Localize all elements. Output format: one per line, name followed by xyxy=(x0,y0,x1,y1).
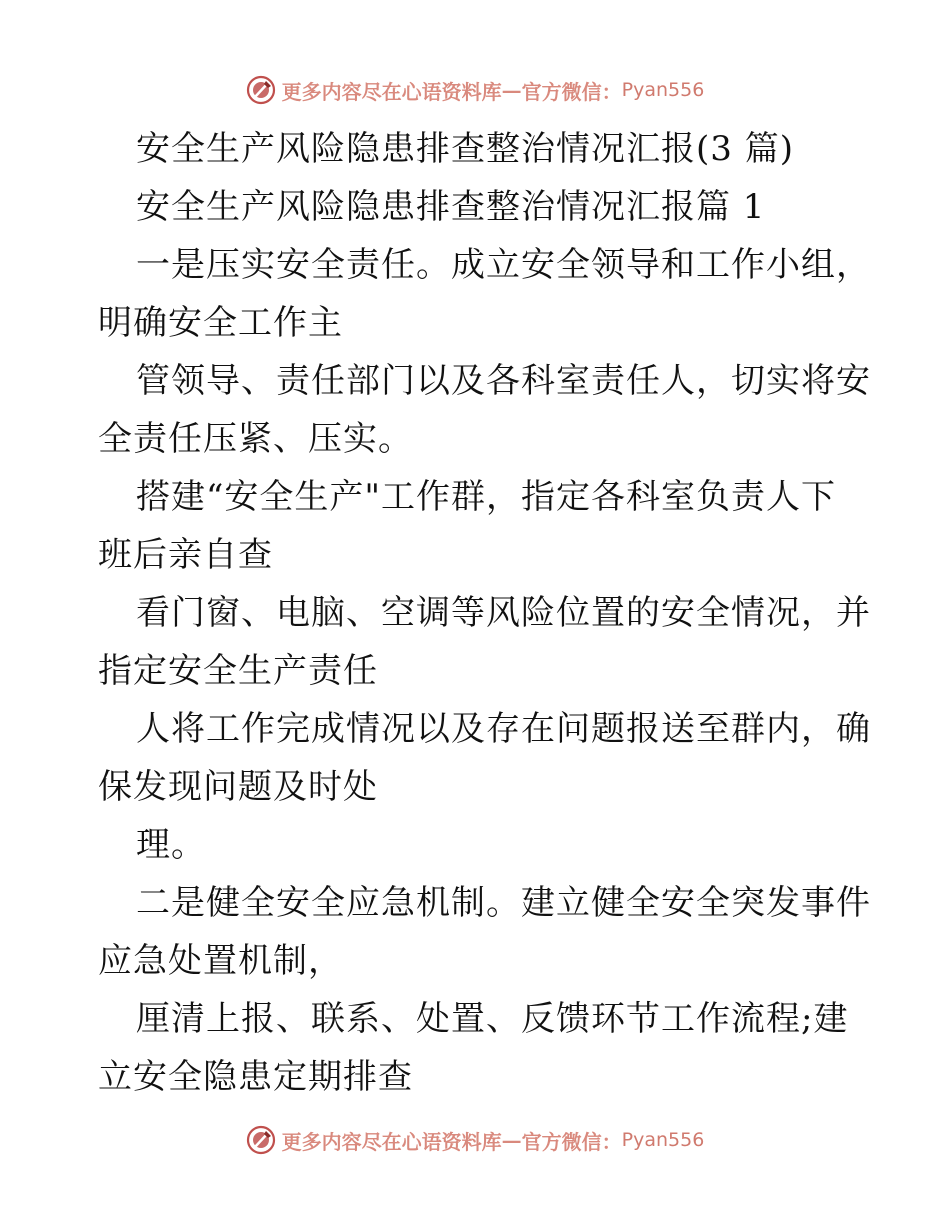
document-line: 理。 xyxy=(136,825,206,865)
document-line: 搭建“安全生产"工作群，指定各科室负责人下 xyxy=(136,477,837,517)
document-line: 管领导、责任部门以及各科室责任人，切实将安 xyxy=(136,361,871,401)
document-line: 二是健全安全应急机制。建立健全安全突发事件 xyxy=(136,883,871,923)
banner-site-text: 更多内容尽在心语资料库 xyxy=(281,1129,502,1154)
document-line: 一是压实安全责任。成立安全领导和工作小组， xyxy=(136,245,871,285)
document-line: 安全生产风险隐患排查整治情况汇报篇 1 xyxy=(136,187,766,227)
document-line: 保发现问题及时处 xyxy=(98,767,378,807)
banner-separator: — xyxy=(501,78,522,102)
document-line: 人将工作完成情况以及存在问题报送至群内，确 xyxy=(136,709,871,749)
document-line: 指定安全生产责任 xyxy=(98,651,378,691)
document-body xyxy=(98,120,871,1106)
document-line: 厘清上报、联系、处置、反馈环节工作流程;建 xyxy=(136,999,849,1039)
document-line: 安全生产风险隐患排查整治情况汇报(3 篇) xyxy=(136,129,794,169)
banner-wechat-label: 官方微信： xyxy=(521,1129,622,1154)
banner-site-text: 更多内容尽在心语资料库 xyxy=(281,79,502,104)
banner-wechat-label: 官方微信： xyxy=(521,79,622,104)
document-line: 立安全隐患定期排查 xyxy=(98,1057,413,1097)
header-banner xyxy=(0,70,950,110)
logo-icon xyxy=(246,75,276,105)
banner-wechat-id: Pyan556 xyxy=(621,79,705,101)
document-line: 班后亲自查 xyxy=(98,535,273,575)
document-line: 看门窗、电脑、空调等风险位置的安全情况，并 xyxy=(136,593,871,633)
document-line: 全责任压紧、压实。 xyxy=(98,419,413,459)
banner-wechat-id: Pyan556 xyxy=(621,1129,705,1151)
logo-icon xyxy=(246,1125,276,1155)
banner-separator: — xyxy=(501,1128,522,1152)
document-line: 明确安全工作主 xyxy=(98,303,343,343)
document-line: 应急处置机制， xyxy=(98,941,343,981)
footer-banner xyxy=(0,1120,950,1160)
